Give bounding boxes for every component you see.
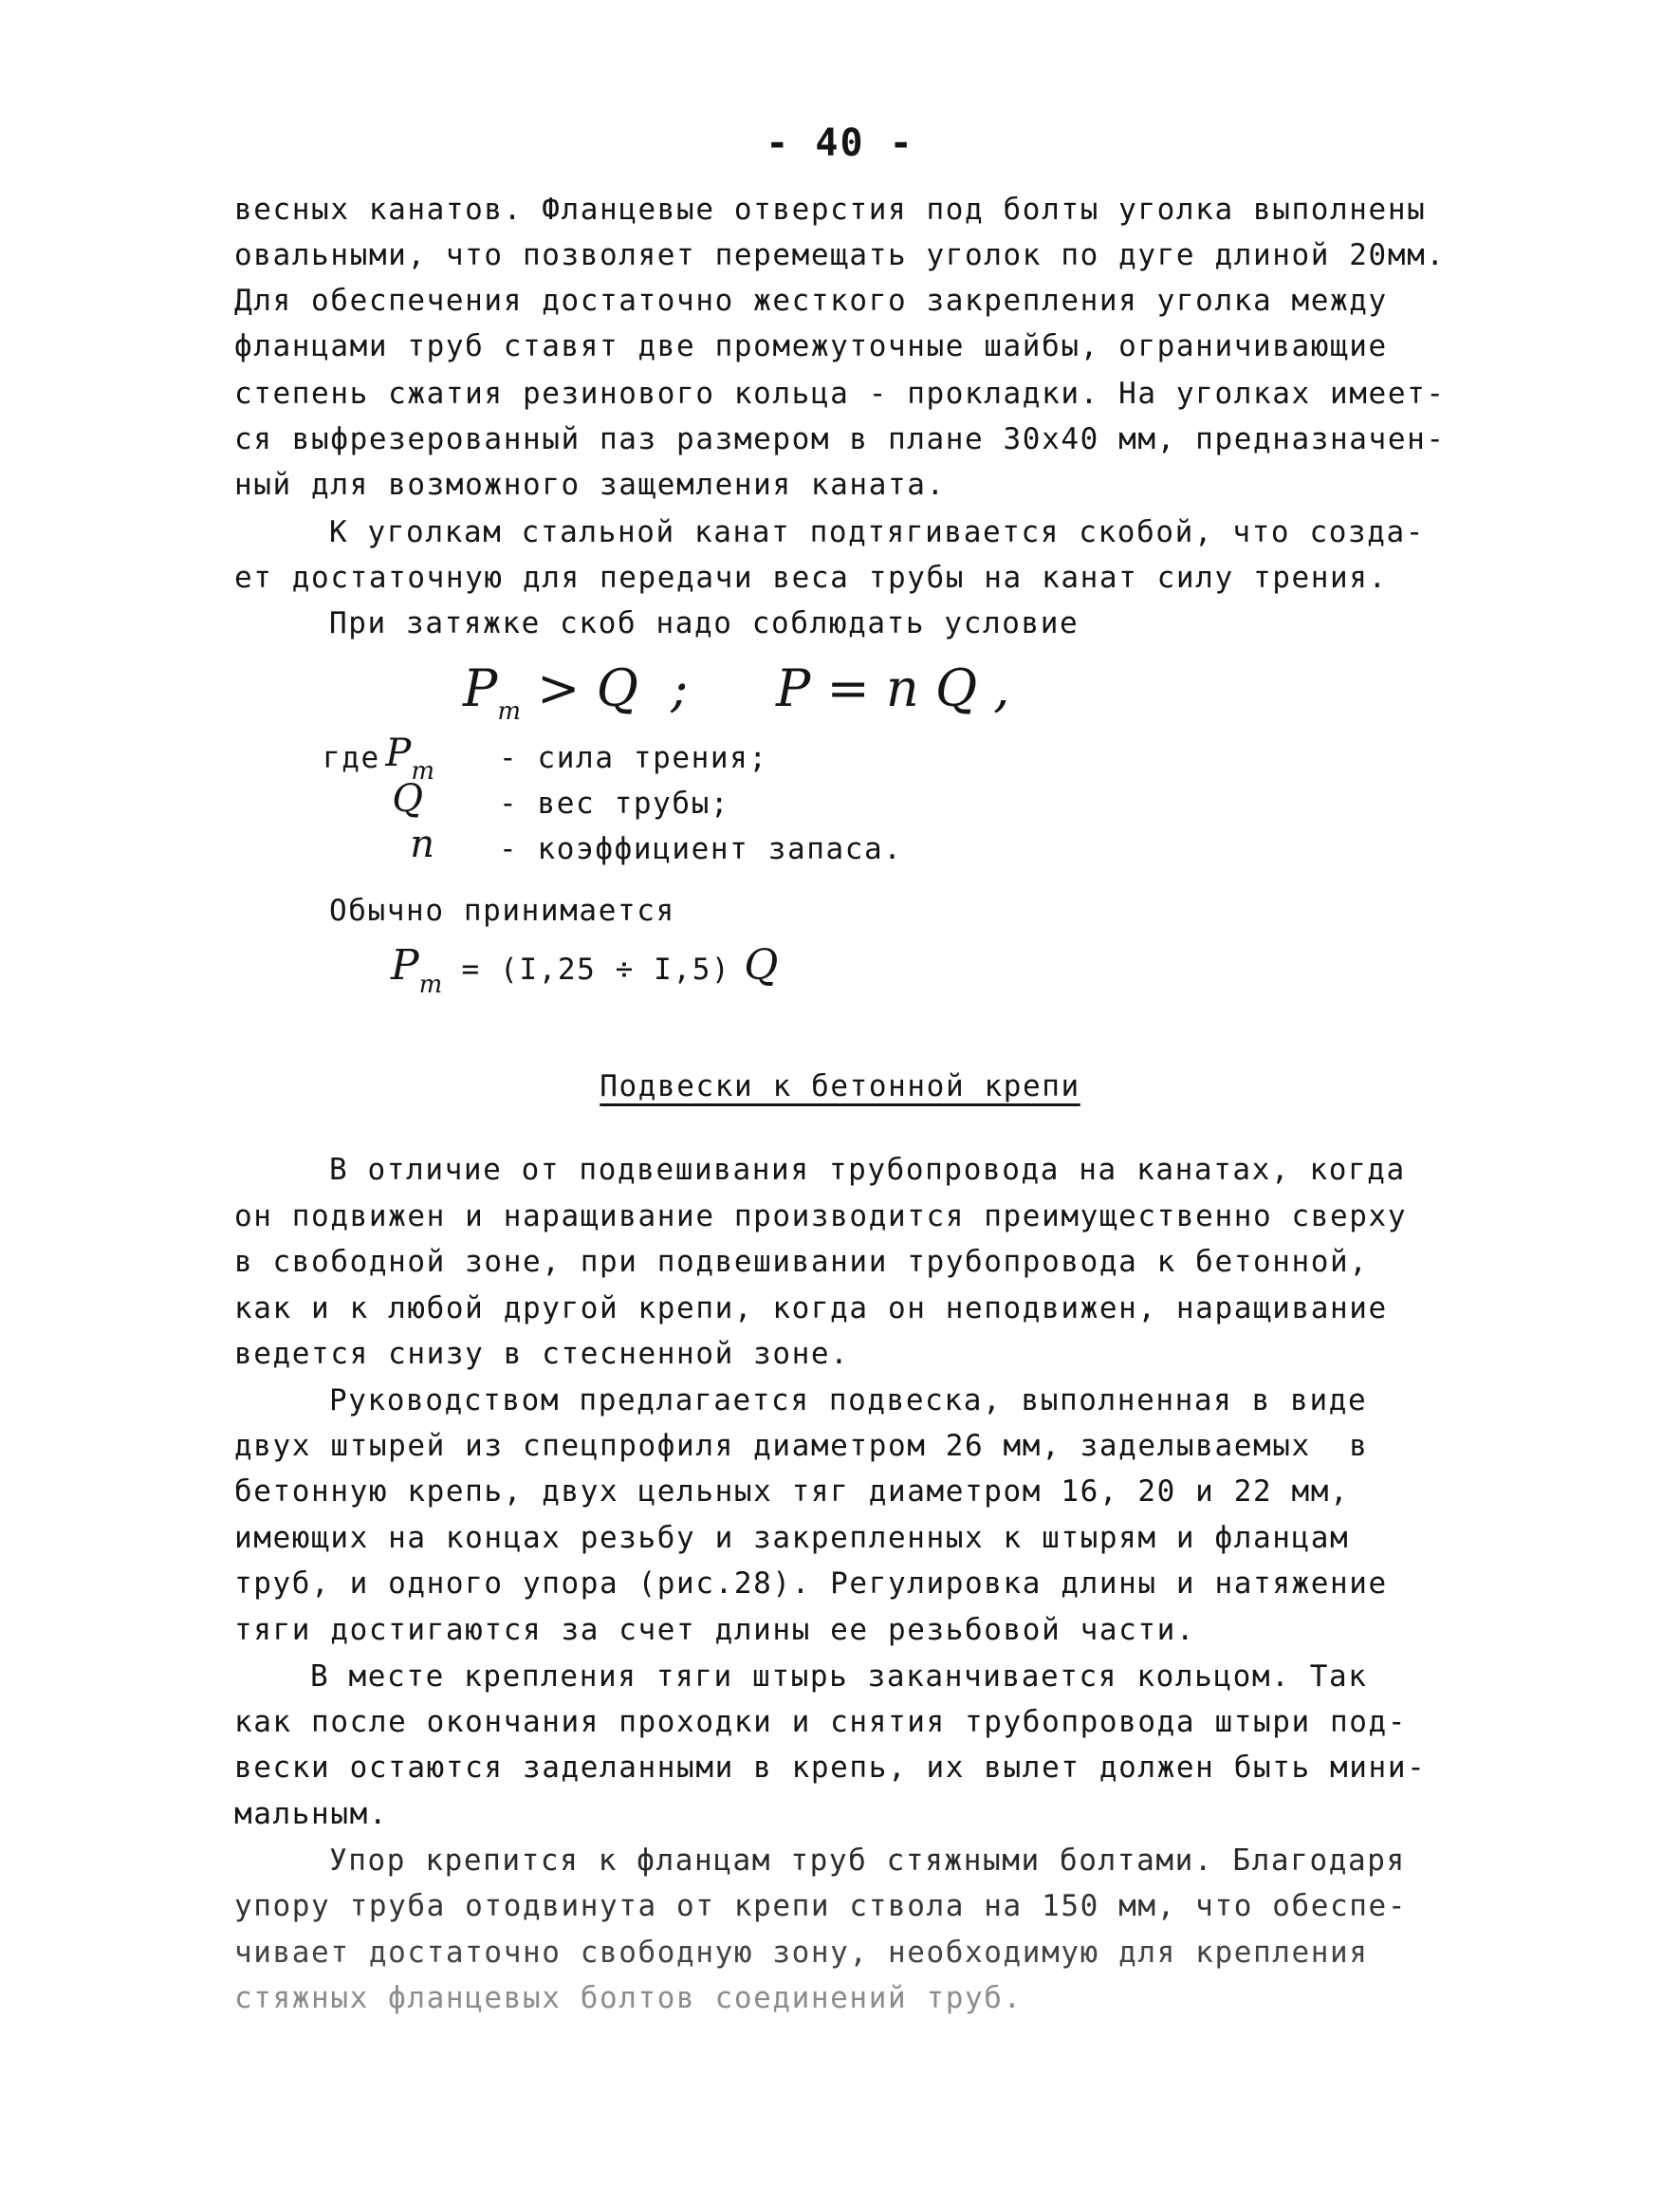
text-line: бетонную крепь, двух цельных тяг диаметром 16, 20 и 22 мм, <box>234 1474 1350 1509</box>
text-line: стяжных фланцевых болтов соединений труб. <box>234 1981 1023 2015</box>
text-line: мальным. <box>234 1797 389 1831</box>
symbol-q: Q <box>392 777 423 821</box>
formula-symbol: P <box>391 941 419 990</box>
definition-text: - вес трубы; <box>499 787 730 821</box>
text-line: К уголкам стальной канат подтягивается скобой, что созда- <box>329 515 1426 549</box>
text-line: вески остаются заделанными в крепь, их вылет должен быть мини- <box>234 1751 1427 1785</box>
text-line: Руководством предлагается подвеска, выполненная в виде <box>329 1383 1368 1417</box>
text-line: В месте крепления тяги штырь заканчивается кольцом. Так <box>310 1659 1368 1694</box>
text-line: упору труба отодвинута от крепи ствола на 150 мм, что обеспе- <box>234 1889 1408 1923</box>
text-line: ведется снизу в стесненной зоне. <box>234 1337 850 1371</box>
definition-text: - сила трения; <box>499 741 768 775</box>
formula-symbol-q: Q <box>730 941 779 990</box>
text-line: имеющих на концах резьбу и закрепленных к штырям и фланцам <box>234 1521 1350 1555</box>
text-line: ся выфрезерованный паз размером в плане 30х40 мм, предназначен- <box>234 422 1446 456</box>
symbol-p: $P_т$ <box>385 732 434 786</box>
text-line: труб, и одного упора (рис.28). Регулировка длины и натяжение <box>234 1566 1388 1601</box>
text-line: ный для возможного защемления каната. <box>234 468 946 502</box>
formula-subscript: т <box>497 697 521 726</box>
text-line: двух штырей из спецпрофиля диаметром 26 мм, заделываемых в <box>234 1429 1369 1463</box>
page-number: - 40 - <box>766 121 914 165</box>
symbol-n: n <box>410 823 434 866</box>
where-label: где <box>323 741 380 775</box>
text-line: чивает достаточно свободную зону, необходимую для крепления <box>234 1936 1369 1970</box>
formula-symbol: P <box>463 658 498 718</box>
text-line: фланцами труб ставят две промежуточные шайбы, ограничивающие <box>234 329 1388 363</box>
formula-left <box>463 658 688 726</box>
formula-friction <box>391 941 778 999</box>
text-line: весных канатов. Фланцевые отверстия под болты уголка выполнены <box>234 193 1427 227</box>
formula-text: = (I,25 ÷ I,5) <box>442 953 731 987</box>
definition-text: - коэффициент запаса. <box>499 832 903 866</box>
formula-right: P = n Q , <box>776 658 1010 718</box>
text-line: тяги достигаются за счет длины ее резьбовой части. <box>234 1613 1196 1647</box>
formula-text: > Q ; <box>521 658 689 718</box>
usually-text: Обычно принимается <box>329 894 675 928</box>
text-line: степень сжатия резинового кольца - прокладки. На уголках имеет- <box>234 377 1446 411</box>
text-line: Для обеспечения достаточно жесткого закрепления уголка между <box>234 284 1388 318</box>
text-line: как после окончания проходки и снятия трубопровода штыри под- <box>234 1705 1408 1739</box>
text-line: в свободной зоне, при подвешивании трубопровода к бетонной, <box>234 1245 1369 1279</box>
formula-subscript: т <box>418 971 443 999</box>
text-line: При затяжке скоб надо соблюдать условие <box>329 606 1080 640</box>
text-line: овальными, что позволяет перемещать уголок по дуге длиной 20мм. <box>234 238 1446 272</box>
text-line: ет достаточную для передачи веса трубы на канат силу трения. <box>234 561 1388 595</box>
text-line: Упор крепится к фланцам труб стяжными болтами. Благодаря <box>329 1843 1406 1878</box>
text-line: он подвижен и наращивание производится преимущественно сверху <box>234 1199 1408 1233</box>
text-line: как и к любой другой крепи, когда он неподвижен, наращивание <box>234 1291 1388 1325</box>
text-line: В отличие от подвешивания трубопровода на канатах, когда <box>329 1153 1406 1187</box>
section-heading: Подвески к бетонной крепи <box>600 1069 1080 1103</box>
